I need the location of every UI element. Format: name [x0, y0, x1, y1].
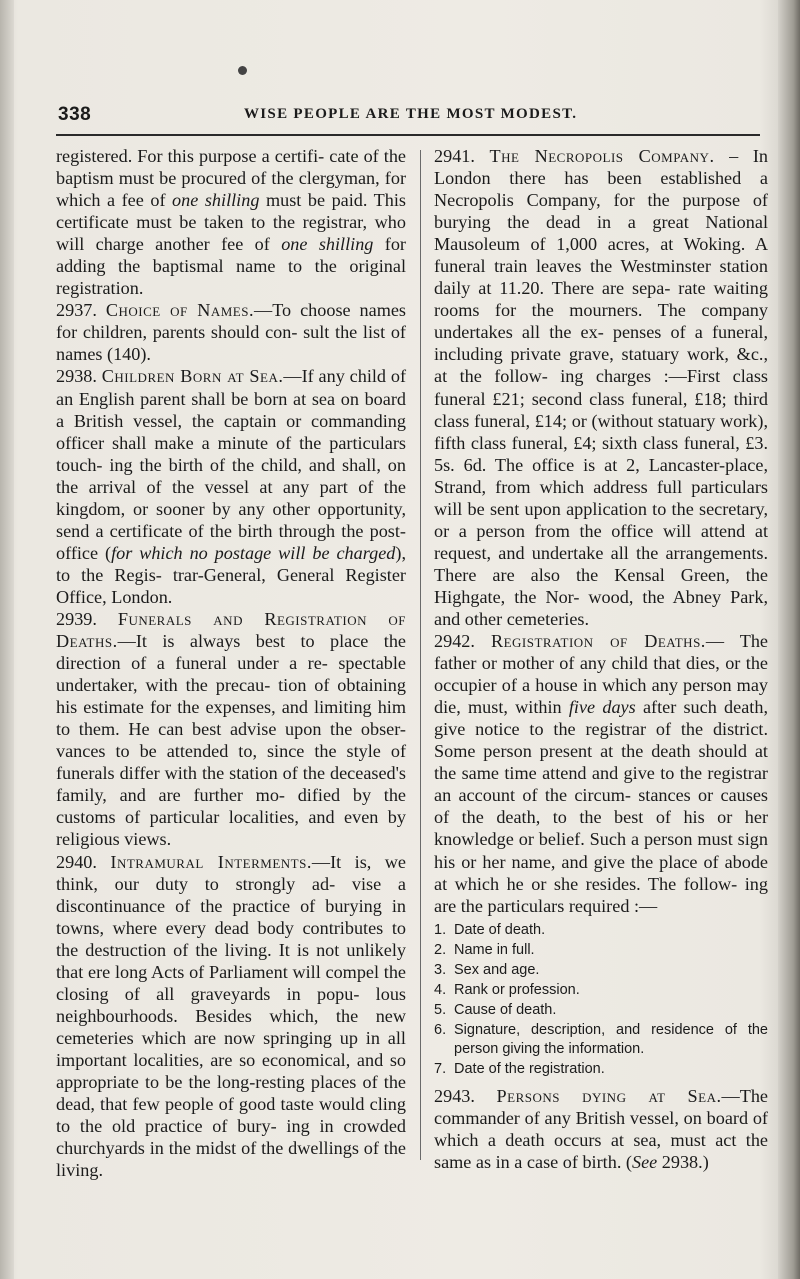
list-item: 5. Cause of death. [434, 1001, 557, 1018]
list-item: 6. Signature, description, and residence of the person giving the information. [434, 1021, 768, 1057]
section-2942: 2942. Registration of Deaths.— The father or mother of any child that dies, or the occupier of a house in which any person may die, must, within five days after such death, give notice to the registrar of the district. Some person present at the death should at the same time attend and give to the registrar an account of the circum- stances or causes of the death, to the best of his or her knowledge or belief. Such a person must sign his or her name, and give the place of abode at which he or she resides. The follow- ing are the particulars required :— [434, 631, 768, 916]
left-column [56, 145, 406, 1181]
section-2938: 2938. Children Born at Sea.—If any child of an English parent shall be born at sea on board a British vessel, the captain or commanding officer shall make a minute of the particulars touch- ing the birth of the child, and shall, on the arrival of the vessel at any part of the kingdom, or sooner by any other opportunity, send a certificate of the birth through the post-office (for which no postage will be charged), to the Regis- trar-General, General Register Office, London. [56, 366, 407, 607]
particulars-list [434, 921, 768, 1079]
ink-spot [238, 66, 247, 75]
paragraph-continuation: registered. For this purpose a certifi- cate of the baptism must be procured of the clergyman, for which a fee of one shilling must be paid. This certificate must be taken to the registrar, who will charge another fee of one shilling for adding the baptismal name to the original registration. [56, 146, 406, 299]
section-2940: 2940. Intramural Interments.—It is, we think, our duty to strongly ad- vise a discontinuance of the practice of burying in towns, where every dead body contributes to the destruction of the living. It is not unlikely that ere long Acts of Parliament will compel the closing of all graveyards in popu- lous neighbourhoods. Besides which, the new cemeteries which are now springing up in all important localities, are so economical, and so appropriate to be the long-resting places of the dead, that few people of good taste would cling to the old practice of bury- ing in crowded churchyards in the midst of the dwellings of the living. [56, 851, 407, 1181]
section-2939: 2939. Funerals and Registration of Deaths.—It is always best to place the direction of a funeral under a re- spectable undertaker, with the precau- tion of obtaining his estimate for the expenses, and limiting him to them. He can best advise upon the obser- vances to be attended to, since the style of funerals differ with the station of the deceased's family, and are further mo- dified by the customs of particular localities, and even by religious views. [56, 608, 406, 850]
section-title: Funerals and Registration of Deaths. [56, 608, 406, 652]
list-item: 1. Date of death. [434, 921, 546, 938]
column-divider [420, 150, 421, 1160]
right-column [434, 145, 768, 1173]
section-title: Registration of Deaths. [490, 631, 706, 652]
list-item: 4. Rank or profession. [434, 981, 580, 998]
section-2943: 2943. Persons dying at Sea.—The commander of any British vessel, on board of which a death occurs at sea, must act the same as in a case of birth. (See 2938.) [434, 1085, 768, 1172]
page-number: 338 [58, 104, 92, 125]
section-title: Persons dying at Sea. [496, 1085, 722, 1106]
section-title: Children Born at Sea. [101, 366, 284, 387]
header-rule [56, 134, 760, 136]
page-right-edge [778, 0, 800, 1279]
page-header [58, 102, 758, 132]
section-title: The Necropolis Company. [489, 146, 715, 166]
section-title: Choice of Names. [105, 300, 255, 321]
section-2937: 2937. Choice of Names.—To choose names for children, parents should con- sult the list of names (140). [56, 300, 407, 365]
list-item: 3. Sex and age. [434, 961, 540, 978]
list-item: 7. Date of the registration. [434, 1060, 605, 1077]
list-item: 2. Name in full. [434, 941, 535, 958]
page-left-shadow [0, 0, 14, 1279]
section-2941: 2941. The Necropolis Company. – In London there has been established a Necropolis Company, for the purpose of burying the dead in a great National Mausoleum of 1,000 acres, at Woking. A funeral train leaves the Westminster station daily at 11.20. There are sepa- rate waiting rooms for the mourners. The company undertakes all the ex- penses of a funeral, including private grave, statuary work, &c., at the follow- ing charges :—First class funeral £21; second class funeral, £18; third class funeral, £14; or (without statuary work), fifth class funeral, £4; sixth class funeral, £3. 5s. 6d. The office is at 2, Lancaster-place, Strand, from which address full particulars will be sent upon application to the secretary, or a person from the office will attend at request, and undertake all the arrangements. There are also the Kensal Green, the Highgate, the Nor- wood, the Abney Park, and other cemeteries. [434, 146, 768, 629]
section-title: Intramural Interments. [110, 851, 312, 872]
running-head: WISE PEOPLE ARE THE MOST MODEST. [244, 106, 578, 122]
